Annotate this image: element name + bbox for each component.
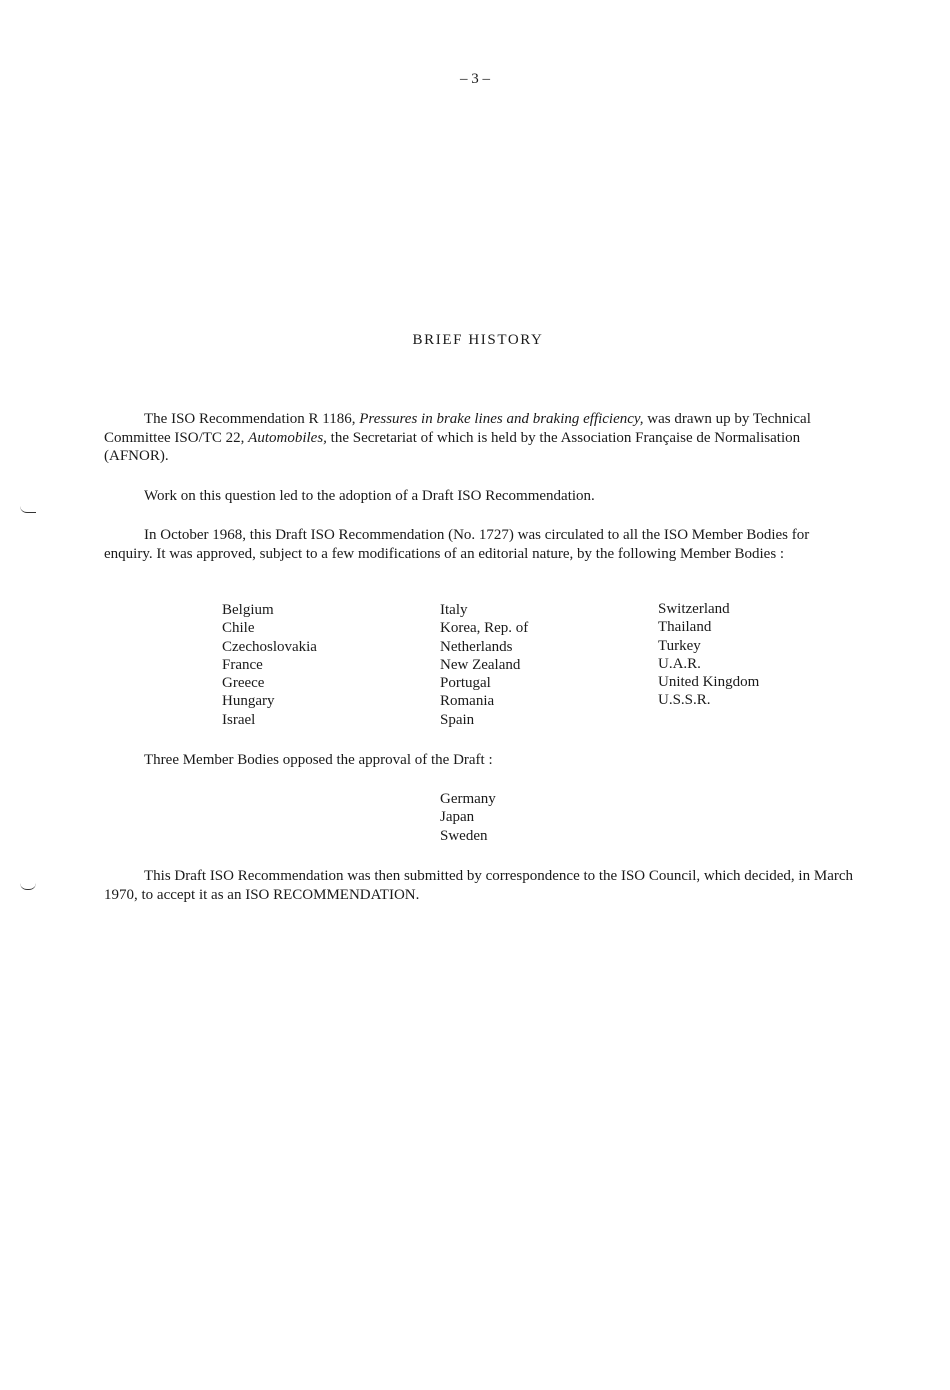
page-number: – 3 – — [460, 71, 490, 87]
history-paragraph-5 — [104, 867, 859, 904]
member-body: Turkey — [658, 637, 701, 654]
member-body: Sweden — [440, 827, 488, 844]
member-body: Switzerland — [658, 601, 730, 617]
margin-mark — [20, 883, 36, 890]
member-body: Belgium — [222, 602, 274, 618]
p1-text-middle: was drawn up by Technical Committee ISO/TC 22, — [104, 411, 811, 446]
history-paragraph-4 — [104, 751, 859, 770]
member-body: U.A.R. — [658, 655, 701, 672]
member-body: Romania — [440, 693, 495, 710]
member-body: Italy — [440, 602, 468, 618]
opposing-members-list — [440, 790, 496, 845]
member-body: France — [222, 656, 263, 673]
p4-text: Three Member Bodies opposed the approval of the Draft : — [144, 752, 493, 768]
history-paragraph-3 — [104, 526, 859, 563]
p5-text: This Draft ISO Recommendation was then submitted by correspondence to the ISO Council, which decided, in March 1970, to accept it as an ISO RECOMMENDATION. — [104, 868, 853, 903]
member-body: Japan — [440, 809, 475, 826]
member-body: Netherlands — [440, 638, 513, 655]
approving-members-column-1 — [222, 601, 317, 729]
member-body: Spain — [440, 711, 475, 728]
member-body: Portugal — [440, 675, 491, 692]
p1-italic-committee: Automobiles, — [248, 429, 327, 446]
section-title: BRIEF HISTORY — [412, 332, 544, 348]
history-paragraph-2 — [104, 487, 859, 506]
member-body: Israel — [222, 711, 256, 728]
history-paragraph-1 — [104, 410, 859, 466]
member-body: Korea, Rep. of — [440, 620, 529, 637]
member-body: New Zealand — [440, 656, 521, 673]
member-body: Germany — [440, 791, 496, 807]
member-body: United Kingdom — [658, 674, 760, 691]
member-body: Chile — [222, 620, 255, 637]
p1-italic-title: Pressures in brake lines and braking efficiency, — [359, 411, 644, 427]
approving-members-column-2 — [440, 601, 528, 729]
member-body: U.S.S.R. — [658, 692, 711, 709]
p3-text: In October 1968, this Draft ISO Recommendation (No. 1727) was circulated to all the ISO Member Bodies for enquiry. It was approved, subject to a few modifications of an editorial nature, by the following Member Bodies : — [104, 527, 810, 562]
member-body: Hungary — [222, 693, 275, 710]
approving-members-column-3 — [658, 600, 759, 710]
member-body: Czechoslovakia — [222, 638, 317, 655]
p2-text: Work on this question led to the adoption of a Draft ISO Recommendation. — [144, 488, 595, 504]
member-body: Greece — [222, 675, 265, 692]
p1-text-after: the Secretariat of which is held by the Association Française de Normalisation (AFNOR). — [104, 429, 801, 464]
margin-mark — [20, 506, 36, 513]
member-body: Thailand — [658, 619, 712, 636]
p1-text-before: The ISO Recommendation R 1186, — [144, 411, 360, 427]
